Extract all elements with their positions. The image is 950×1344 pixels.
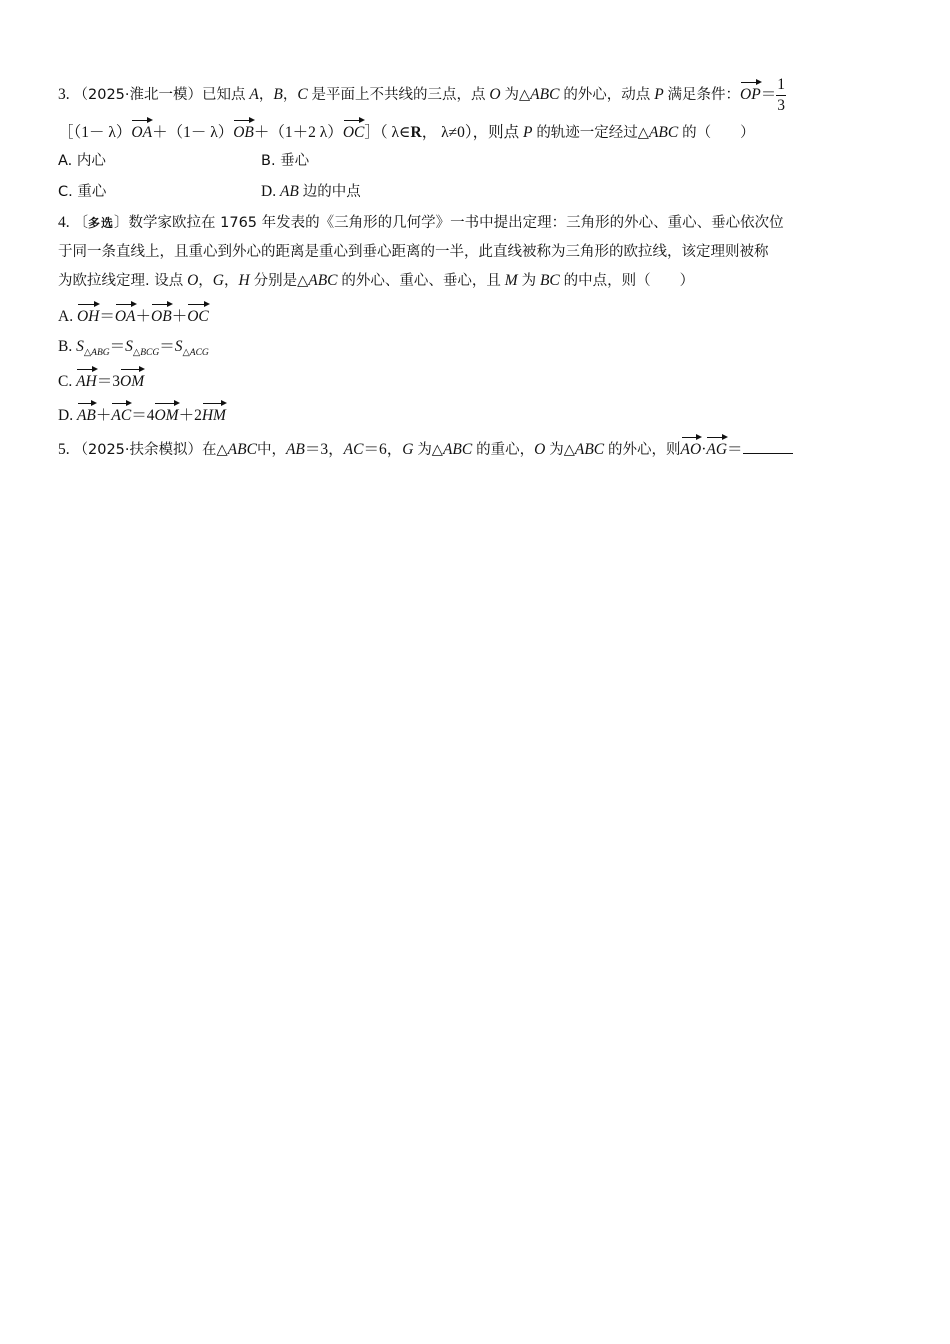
area-subscript: △ACG	[182, 348, 209, 359]
q4-option-b	[58, 337, 209, 363]
dot-product-sign: ·	[701, 441, 707, 458]
bracket-coefficient: ［（1－ λ）	[58, 124, 132, 141]
vector-ag: AG	[706, 436, 727, 460]
q3-text: 的外心，动点	[563, 87, 651, 104]
q5-text: 的外心，则	[608, 442, 681, 458]
q5-text: 的重心，	[476, 442, 535, 458]
comma: ，	[282, 87, 298, 104]
equals-sign: ＝	[159, 338, 175, 355]
plus-sign: ＋	[178, 407, 195, 424]
fraction-numerator: 1	[776, 75, 786, 96]
coefficient: 3	[112, 373, 121, 390]
q4-line-3	[58, 271, 694, 291]
vector-oc: OC	[187, 303, 209, 327]
multi-select-tag: 多选	[88, 216, 115, 230]
q3-option-c: C. 重心	[58, 184, 107, 200]
segment-ac: AC	[343, 441, 364, 458]
point-c: C	[297, 86, 308, 104]
segment-ab: AB	[285, 441, 305, 458]
q4-option-c	[58, 368, 144, 392]
answer-blank[interactable]	[743, 439, 793, 454]
point-g: G	[212, 272, 224, 289]
equals-sign: ＝	[96, 373, 113, 390]
q3-options-row-1	[58, 151, 310, 171]
option-label: A.	[58, 308, 74, 325]
vector-oa: OA	[131, 119, 152, 143]
option-label: C.	[58, 373, 73, 390]
tag-bracket: 〕	[114, 215, 129, 231]
vector-op: OP	[740, 81, 761, 105]
equals-sign: ＝	[131, 407, 147, 424]
q3-number: 3.	[58, 86, 70, 104]
q4-line-1	[58, 213, 784, 233]
point-g: G	[402, 441, 414, 458]
q5-text: 为△	[549, 442, 575, 458]
q5-text: 在△	[202, 442, 228, 458]
real-set-r: R	[410, 124, 422, 141]
q4-line-2	[58, 242, 769, 262]
q4-text: 分别是△	[253, 273, 309, 289]
q4-text: 为	[521, 273, 537, 289]
q3-option-a: A. 内心	[58, 153, 106, 169]
q3-text: 满足条件：	[667, 87, 741, 104]
point-p: P	[654, 86, 664, 104]
vector-hm: HM	[202, 402, 226, 426]
equals-sign: ＝	[727, 441, 743, 458]
triangle-abc: ABC	[574, 441, 605, 458]
plus-sign: ＋	[171, 308, 188, 325]
q3-text: 是平面上不共线的三点，点	[311, 87, 486, 104]
q5-line-1	[58, 436, 793, 460]
q5-text: 中，	[256, 442, 286, 458]
point-o: O	[534, 441, 546, 458]
area-s: S	[125, 338, 133, 355]
coefficient: 2	[194, 407, 202, 424]
segment-bc: BC	[539, 272, 560, 289]
area-s: S	[76, 338, 84, 355]
q3-line-1	[58, 75, 786, 116]
answer-parentheses: 的中点，则（ ）	[563, 273, 695, 289]
fraction-denominator: 3	[777, 97, 785, 114]
point-h: H	[238, 272, 250, 289]
equals-sign: ＝	[109, 338, 126, 355]
q3-text: 已知点	[202, 87, 246, 104]
vector-oa: OA	[115, 303, 136, 327]
plus-coefficient: ＋（1＋2 λ）	[253, 124, 343, 141]
triangle-abc: ABC	[227, 441, 257, 458]
condition-text: ， λ≠0），则点	[421, 124, 520, 141]
point-p: P	[522, 124, 533, 141]
vector-ah: AH	[76, 368, 97, 392]
vector-ac: AC	[111, 402, 131, 426]
option-label: D.	[261, 183, 277, 200]
comma: ，	[258, 87, 274, 104]
plus-sign: ＋	[95, 407, 112, 424]
equals-sign: ＝	[99, 308, 115, 325]
q4-text: 数学家欧拉在 1765 年发表的《三角形的几何学》一书中提出定理：三角形的外心、重心、垂心依次位	[128, 215, 784, 231]
coefficient: 4	[146, 407, 155, 424]
q4-text: 的外心、重心、垂心，且	[341, 273, 501, 289]
point-o: O	[187, 272, 199, 289]
area-subscript: △ABG	[83, 348, 110, 359]
q3-text: 的轨迹一定经过△	[536, 125, 649, 141]
option-text: 边的中点	[302, 184, 361, 200]
q4-option-a	[58, 303, 209, 327]
point-o: O	[489, 86, 501, 104]
vector-ao: AO	[681, 436, 702, 460]
point-b: B	[273, 86, 283, 104]
segment-ab: AB	[279, 183, 299, 200]
length-value: ＝3，	[304, 441, 344, 458]
q3-text: 为△	[504, 87, 531, 104]
vector-oh: OH	[77, 303, 99, 327]
vector-oc: OC	[343, 119, 365, 143]
q4-number: 4.	[58, 214, 70, 231]
q5-number: 5.	[58, 441, 70, 458]
equals-sign: ＝	[760, 86, 777, 104]
vector-ob: OB	[233, 119, 254, 143]
q4-text: 为欧拉线定理. 设点	[58, 273, 184, 289]
vector-om: OM	[120, 368, 144, 392]
vector-ab: AB	[77, 402, 96, 426]
option-label: D.	[58, 407, 74, 424]
condition-text: ］（ λ∈	[364, 124, 411, 141]
plus-sign: ＋	[135, 308, 152, 325]
q3-option-b: B. 垂心	[261, 153, 310, 169]
q3-line-2	[58, 119, 755, 143]
q5-text: 为△	[417, 442, 443, 458]
q3-source: （2025·淮北一模）	[73, 87, 203, 104]
fraction-one-third	[776, 75, 786, 116]
length-value: ＝6，	[363, 441, 403, 458]
point-a: A	[249, 86, 259, 104]
area-subscript: △BCG	[132, 348, 160, 359]
q4-option-d	[58, 402, 226, 426]
answer-parentheses: 的（ ）	[682, 125, 755, 141]
option-label: B.	[58, 338, 73, 355]
point-m: M	[504, 272, 518, 289]
q5-source: （2025·扶余模拟）	[73, 442, 203, 458]
q4-text: 于同一条直线上，且重心到外心的距离是重心到垂心距离的一半，此直线被称为三角形的欧拉线，该定理则被称	[58, 244, 769, 260]
plus-coefficient: ＋（1－ λ）	[152, 124, 234, 141]
vector-om: OM	[154, 402, 178, 426]
triangle-abc: ABC	[308, 272, 338, 289]
comma: ，	[198, 273, 213, 289]
vector-ob: OB	[151, 303, 172, 327]
triangle-abc: ABC	[530, 86, 560, 104]
q3-options-row-2	[58, 182, 361, 202]
triangle-abc: ABC	[442, 441, 473, 458]
q3-option-d	[261, 182, 361, 202]
area-s: S	[174, 338, 183, 355]
comma: ，	[224, 273, 239, 289]
triangle-abc: ABC	[648, 124, 679, 141]
tag-bracket: 〔	[73, 215, 88, 231]
